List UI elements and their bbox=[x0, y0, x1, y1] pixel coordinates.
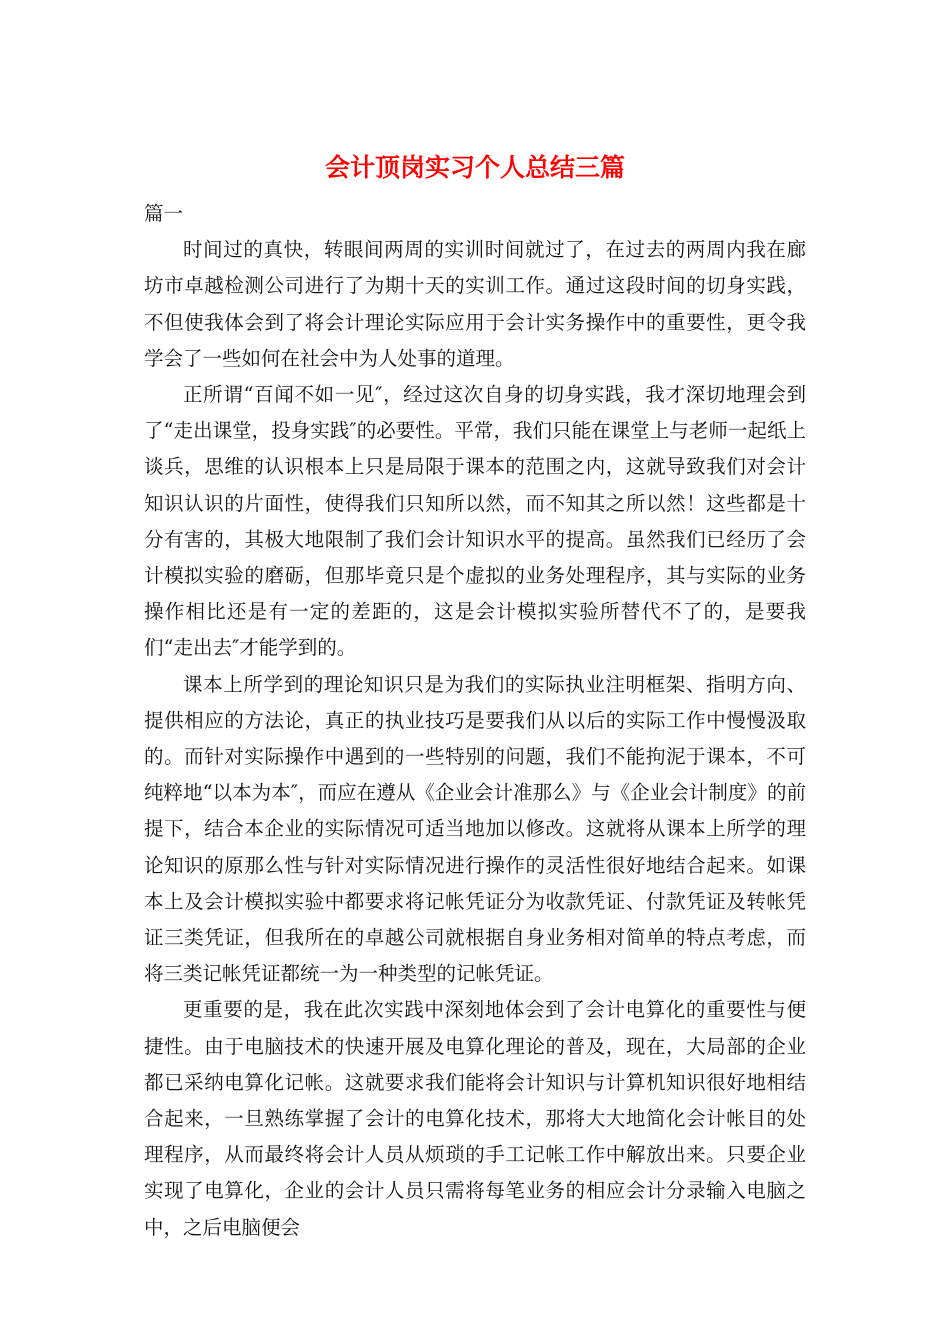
document-title: 会计顶岗实习个人总结三篇 bbox=[324, 153, 625, 182]
paragraph-2: 正所谓“百闻不如一见″，经过这次自身的切身实践，我才深切地理会到了“走出课堂，投身实践″的必要性。平常，我们只能在课堂上与老师一起纸上谈兵，思维的认识根本上只是局限于课本的范围之内，这就导致我们对会计知识认识的片面性，使得我们只知所以然，而不知其之所以然！这些都是十分有害的，其极大地限制了我们会计知识水平的提高。虽然我们已经历了会计模拟实验的磨砺，但那毕竟只是个虚拟的业务处理程序，其与实际的业务操作相比还是有一定的差距的，这是会计模拟实验所替代不了的，是要我们“走出去″才能学到的。 bbox=[144, 383, 806, 660]
section-label: 篇一 bbox=[144, 202, 184, 225]
document-body bbox=[144, 196, 806, 1246]
paragraph-4: 更重要的是，我在此次实践中深刻地体会到了会计电算化的重要性与便捷性。由于电脑技术的快速开展及电算化理论的普及，现在，大局部的企业都已采纳电算化记帐。这就要求我们能将会计知识与计算机知识很好地相结合起来，一旦熟练掌握了会计的电算化技术，那将大大地简化会计帐目的处理程序，从而最终将会计人员从烦琐的手工记帐工作中解放出来。只要企业实现了电算化，企业的会计人员只需将每笔业务的相应会计分录输入电脑之中，之后电脑便会 bbox=[144, 998, 806, 1239]
paragraph-3: 课本上所学到的理论知识只是为我们的实际执业注明框架、指明方向、提供相应的方法论，真正的执业技巧是要我们从以后的实际工作中慢慢汲取的。而针对实际操作中遇到的一些特别的问题，我们不能拘泥于课本，不可纯粹地“以本为本″，而应在遵从《企业会计准那么》与《企业会计制度》的前提下，结合本企业的实际情况可适当地加以修改。这就将从课本上所学的理论知识的原那么性与针对实际情况进行操作的灵活性很好地结合起来。如课本上及会计模拟实验中都要求将记帐凭证分为收款凭证、付款凭证及转帐凭证三类凭证，但我所在的卓越公司就根据自身业务相对简单的特点考虑，而将三类记帐凭证都统一为一种类型的记帐凭证。 bbox=[144, 672, 806, 986]
paragraph-1: 时间过的真快，转眼间两周的实训时间就过了，在过去的两周内我在廊坊市卓越检测公司进行了为期十天的实训工作。通过这段时间的切身实践，不但使我体会到了将会计理论实际应用于会计实务操作中的重要性，更令我学会了一些如何在社会中为人处事的道理。 bbox=[144, 238, 806, 370]
